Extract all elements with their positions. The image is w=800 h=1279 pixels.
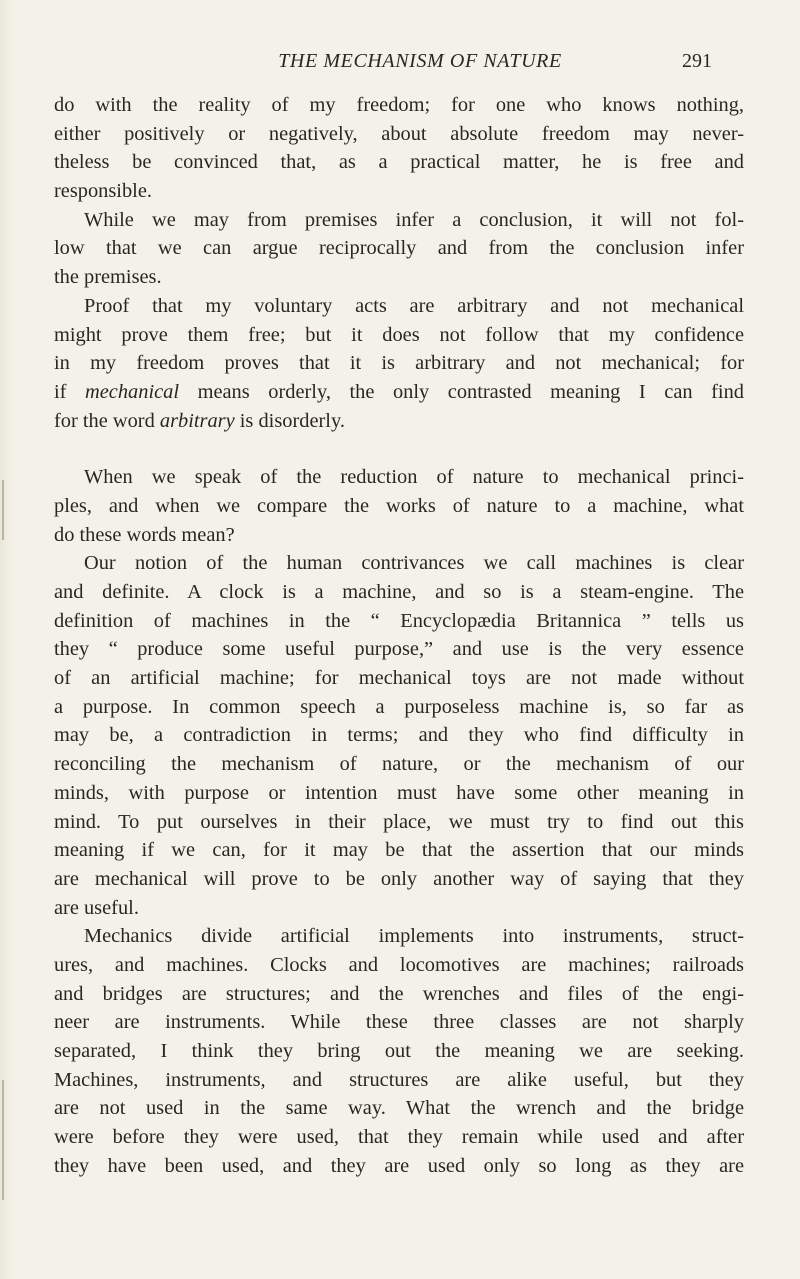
text-line: reconciling the mechanism of nature, or the mechanism of our [54,753,744,776]
text-line: were before they were used, that they remain while used and after [54,1126,744,1149]
text-line: ples, and when we compare the works of nature to a machine, what [54,494,744,517]
page-edge [0,0,14,1279]
running-title: THE MECHANISM OF NATURE [278,50,562,72]
text-line: mind. To put ourselves in their place, we must try to find out this [54,810,744,833]
text-line: are mechanical will prove to be only another way of saying that they [54,867,744,890]
text-line: of an artificial machine; for mechanical toys are not made without [54,667,744,690]
text-line: may be, a contradiction in terms; and they who find difficulty in [54,724,744,747]
text-line: are useful. [54,896,139,919]
text-body [54,91,744,1180]
text-line: either positively or negatively, about absolute freedom may never- [54,122,744,145]
text-line: separated, I think they bring out the meaning we are seeking. [54,1040,744,1062]
text-line: responsible. [54,180,152,203]
italic-term: arbitrary [159,409,235,432]
text-line: neer are instruments. While these three classes are not sharply [54,1011,744,1034]
text-line: theless be convinced that, as a practical matter, he is free and [54,151,744,174]
text-run: means orderly, the only contrasted meaning I can find [179,380,744,403]
edge-mark [2,480,4,540]
text-line: Mechanics divide artificial implements into instruments, struct- [84,925,744,948]
text-line: meaning if we can, for it may be that the assertion that our minds [54,839,744,862]
text-line: Machines, instruments, and structures are alike useful, but they [54,1068,744,1091]
text-line: are not used in the same way. What the wrench and the bridge [54,1097,744,1120]
section-gap [54,435,744,463]
text-line: and definite. A clock is a machine, and so is a steam-engine. The [54,581,744,603]
text-line: and bridges are structures; and the wrenches and files of the engi- [54,982,744,1005]
text-run: is disorderly. [234,409,345,432]
page-number: 291 [682,50,712,72]
text-line: the premises. [54,266,162,289]
text-line: When we speak of the reduction of nature to mechanical princi- [84,466,744,489]
text-line [54,407,744,436]
text-line: a purpose. In common speech a purposeless machine is, so far as [54,695,744,718]
text-line: ures, and machines. Clocks and locomotives are machines; railroads [54,953,744,976]
text-line: might prove them free; but it does not follow that my confidence [54,323,744,346]
text-line: definition of machines in the “ Encyclopædia Britannica ” tells us [54,609,744,632]
text-line: they have been used, and they are used only so long as they are [54,1154,744,1177]
edge-mark [2,1080,4,1200]
text-line: Our notion of the human contrivances we call machines is clear [84,552,744,575]
text-line: Proof that my voluntary acts are arbitrary and not mechanical [84,294,744,317]
text-line: do these words mean? [54,523,235,546]
text-line: minds, with purpose or intention must have some other meaning in [54,781,744,804]
text-line: they “ produce some useful purpose,” and use is the very essence [54,638,744,661]
page-header [0,50,800,80]
text-line: do with the reality of my freedom; for one who knows nothing, [54,94,744,116]
italic-term: mechanical [85,380,180,403]
text-line: While we may from premises infer a conclusion, it will not fol- [84,208,744,231]
text-run: if [54,380,86,403]
text-line: low that we can argue reciprocally and from the conclusion infer [54,237,744,260]
text-line [54,378,744,407]
text-line: in my freedom proves that it is arbitrary and not mechanical; for [54,352,744,375]
text-run: for the word [54,409,160,432]
